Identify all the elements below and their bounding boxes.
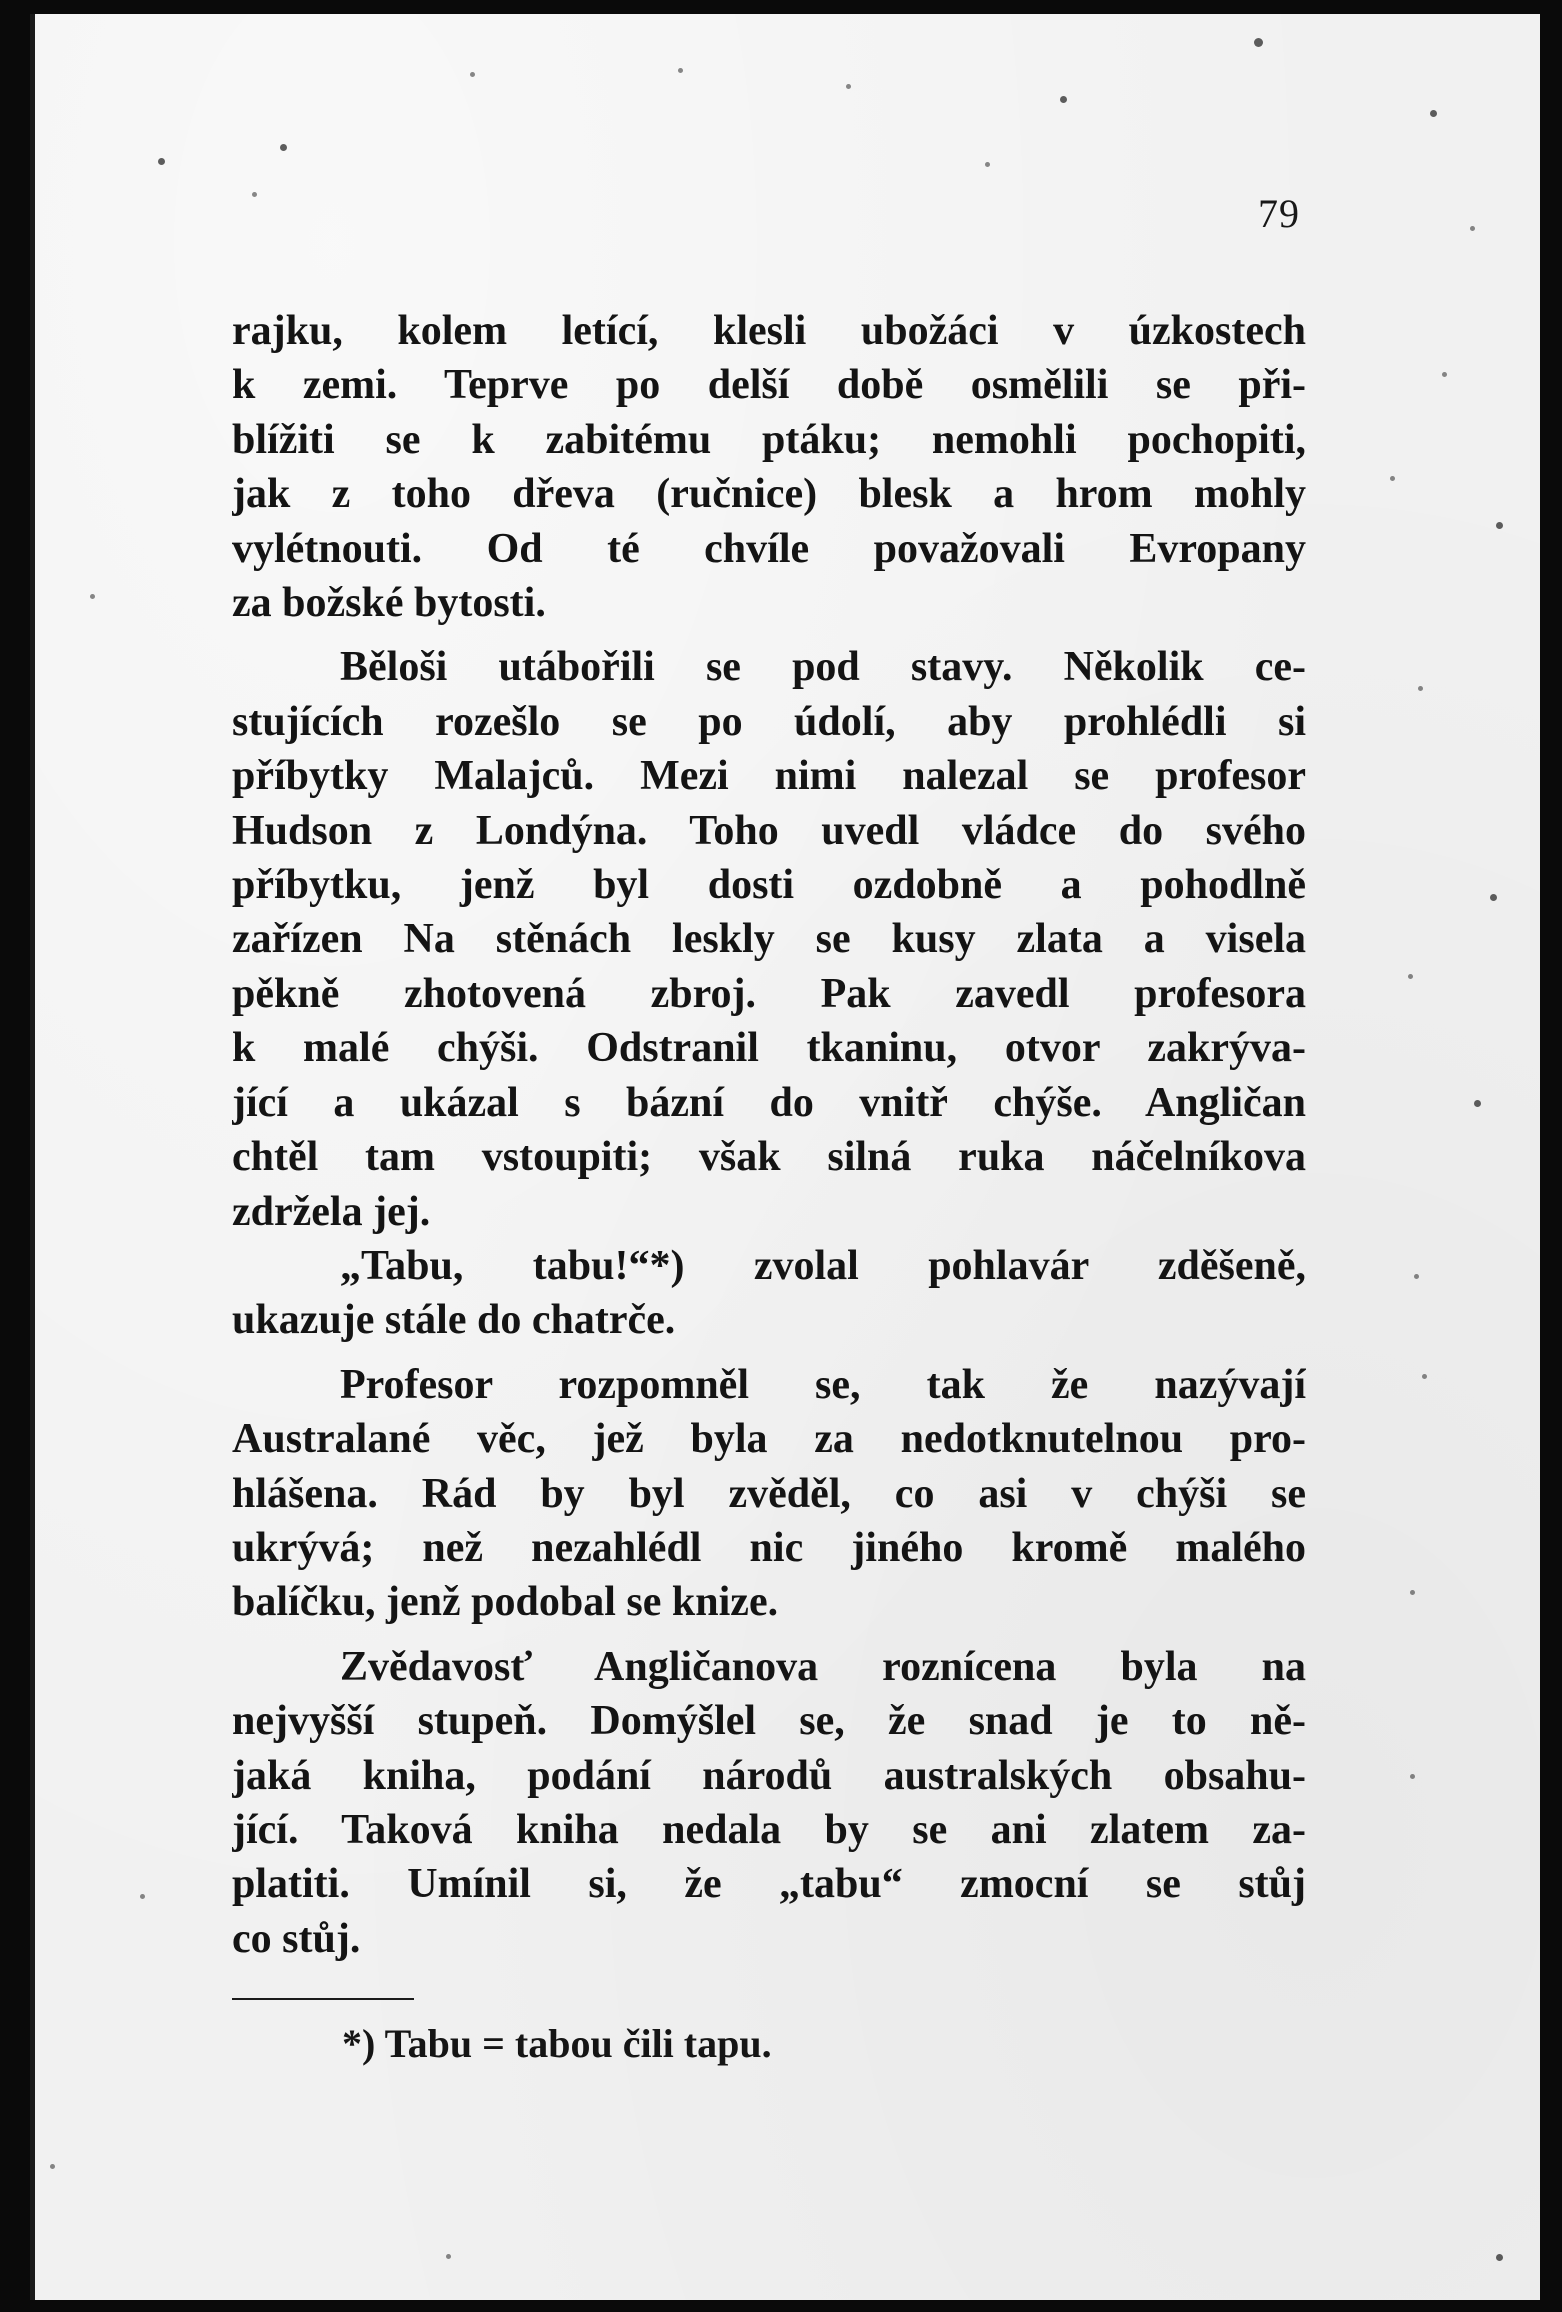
text-line: pěkně zhotovená zbroj. Pak zavedl profesora xyxy=(232,970,1306,1017)
scan-speck xyxy=(446,2254,451,2259)
scan-speck xyxy=(1410,1590,1415,1595)
text-line: jaká kniha, podání národů australských obsahu- xyxy=(232,1752,1306,1799)
text-line: k malé chýši. Odstranil tkaninu, otvor zakrýva- xyxy=(232,1025,1306,1072)
scan-speck xyxy=(470,72,475,77)
scan-speck xyxy=(1470,226,1475,231)
page-number: 79 xyxy=(1258,191,1300,236)
text-line: co stůj. xyxy=(232,1915,361,1962)
scan-speck xyxy=(1410,1774,1415,1779)
text-line: zařízen Na stěnách leskly se kusy zlata a visela xyxy=(232,916,1306,963)
text-line: Australané věc, jež byla za nedotknutelnou pro- xyxy=(232,1416,1306,1463)
text-line: chtěl tam vstoupiti; však silná ruka náčelníkova xyxy=(232,1134,1306,1181)
text-line: hlášena. Rád by byl zvěděl, co asi v chýši se xyxy=(232,1470,1306,1517)
scan-speck xyxy=(1254,38,1263,47)
text-line: balíčku, jenž podobal se knize. xyxy=(232,1579,779,1626)
text-line: zdržela jej. xyxy=(232,1188,431,1235)
text-line: k zemi. Teprve po delší době osmělili se při- xyxy=(232,362,1306,409)
scan-speck xyxy=(1442,372,1447,377)
paragraph xyxy=(232,1640,1306,1966)
scan-speck xyxy=(1060,96,1067,103)
scan-speck xyxy=(1496,522,1503,529)
text-line: Profesor rozpomněl se, tak že nazývají xyxy=(340,1361,1306,1408)
text-line: jak z toho dřeva (ručnice) blesk a hrom mohly xyxy=(232,471,1306,518)
scan-speck xyxy=(678,68,683,73)
scan-speck xyxy=(1390,476,1395,481)
text-line: za božské bytosti. xyxy=(232,580,546,627)
text-line: ukazuje stále do chatrče. xyxy=(232,1297,676,1344)
paragraph xyxy=(232,640,1306,1238)
text-line: příbytku, jenž byl dosti ozdobně a pohodlně xyxy=(232,862,1306,909)
footnote-rule xyxy=(232,1998,414,2000)
text-line: „Tabu, tabu!“*) zvolal pohlavár zděšeně, xyxy=(340,1242,1306,1289)
text-line: platiti. Umínil si, že „tabu“ zmocní se stůj xyxy=(232,1861,1306,1908)
scan-speck xyxy=(1418,686,1423,691)
book-page xyxy=(30,14,1540,2300)
text-line: blížiti se k zabitému ptáku; nemohli pochopiti, xyxy=(232,416,1306,463)
scan-speck xyxy=(985,162,990,167)
text-line: Běloši utábořili se pod stavy. Několik ce- xyxy=(340,644,1306,691)
scan-speck xyxy=(1430,110,1437,117)
scan-speck xyxy=(1422,1374,1427,1379)
page-edge-shadow xyxy=(30,14,35,2300)
text-line: nejvyšší stupeň. Domýšlel se, že snad je to ně- xyxy=(232,1698,1306,1745)
text-line: Zvědavosť Angličanova roznícena byla na xyxy=(340,1643,1306,1690)
footnote: *) Tabu = tabou čili tapu. xyxy=(342,2021,772,2066)
text-line: stujících rozešlo se po údolí, aby prohlédli si xyxy=(232,698,1306,745)
scan-speck xyxy=(1408,974,1413,979)
scan-speck xyxy=(140,1894,145,1899)
text-line: jící a ukázal s bázní do vnitř chýše. Angličan xyxy=(232,1079,1306,1126)
text-line: vylétnouti. Od té chvíle považovali Evropany xyxy=(232,525,1306,572)
text-line: rajku, kolem letící, klesli ubožáci v úzkostech xyxy=(232,308,1306,354)
scan-speck xyxy=(1474,1100,1481,1107)
scan-speck xyxy=(252,192,257,197)
scan-speck xyxy=(90,594,95,599)
paragraph xyxy=(232,1239,1306,1348)
text-line: příbytky Malajců. Mezi nimi nalezal se profesor xyxy=(232,753,1306,800)
text-line: ukrývá; než nezahlédl nic jiného kromě malého xyxy=(232,1524,1306,1571)
paragraph xyxy=(232,1358,1306,1630)
text-line: Hudson z Londýna. Toho uvedl vládce do svého xyxy=(232,807,1306,854)
scan-speck xyxy=(1414,1274,1419,1279)
scan-speck xyxy=(158,158,165,165)
scan-speck xyxy=(1496,2254,1503,2261)
scan-speck xyxy=(280,144,287,151)
scan-speck xyxy=(846,84,851,89)
scan-speck xyxy=(1490,894,1497,901)
scan-speck xyxy=(50,2164,55,2169)
text-line: jící. Taková kniha nedala by se ani zlatem za- xyxy=(232,1806,1306,1853)
paragraph xyxy=(232,304,1306,630)
body-text xyxy=(232,304,1306,1966)
